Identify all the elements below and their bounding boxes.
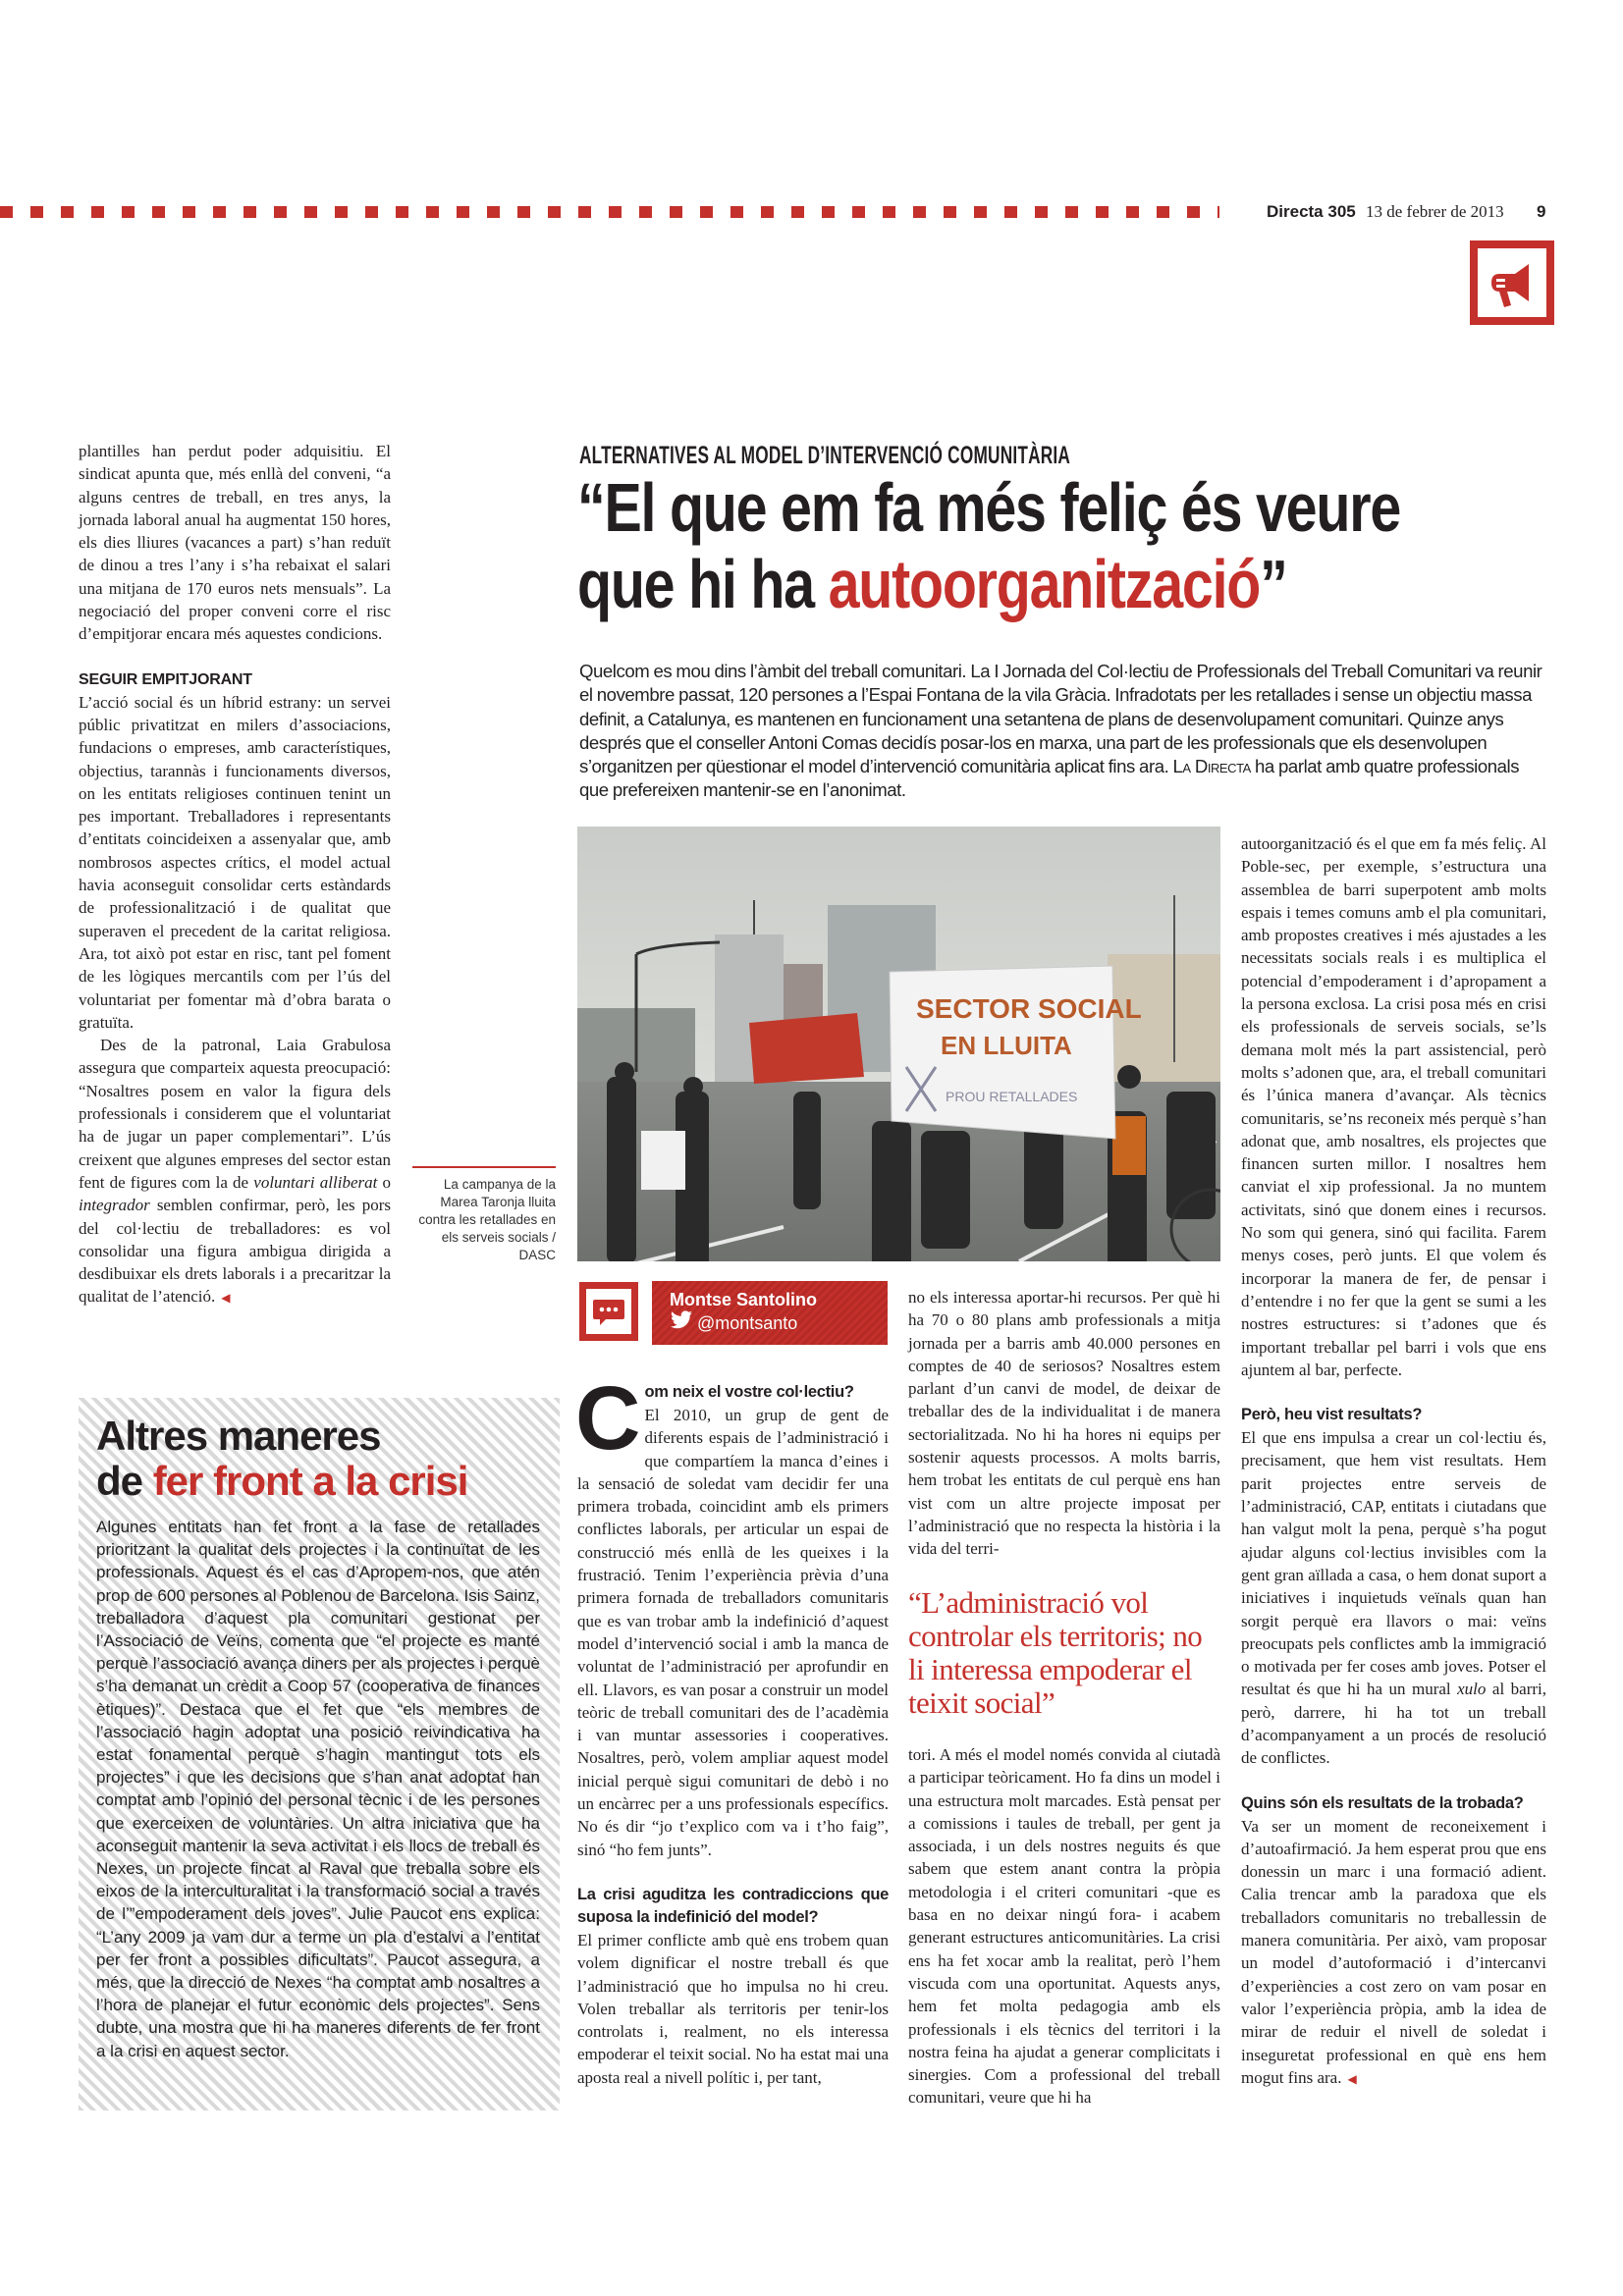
banner-text: SECTOR SOCIAL [916, 993, 1142, 1024]
sidebar-body: Algunes entitats han fet front a la fase de retallades prioritzant la qualitat dels projectes i la continuïtat de les professionals. Aquest és el cas d’Apropem-nos, que atén prop de 600 persones al Poblenou de Barcelona. Isis Sainz, treballadora d’aquest pla comunitari gestionat per l’Associació de Veïns, comenta que “el projecte es manté perquè l’associació avança diners per als projectes i perquè s’ha demanat un crèdit a Coop 57 (cooperativa de finances ètiques)”. Destaca que el fet que “els membres de l’associació hagin adoptat una posició reivindicativa ha estat fonamental perquè s’hagin mantingut tots els projectes” i que les decisions que s’han anat adoptat han comptat amb l’opinió del personal tècnic i de les persones que exerceixen de voluntàries. Un altra iniciativa que ha aconseguit mantenir la seva activitat i els llocs de treball és Nexes, un projecte fincat al Raval que treballa sobre els eixos de la interculturalitat i la transformació social a través de l’”empoderament dels joves”. Julie Paucot ens explica: “L’any 2009 ja vam dur a terme un pla d’estalvi a l’entitat per fer front a possibles dificultats”. Paucot assegura, a més, que la direcció de Nexes “ha comptat amb nosaltres a l’hora de planejar el futur econòmic dels projectes”. Sens dubte, una mostra que hi ha maneres diferents de fer front a la crisi en aquest sector. [96, 1518, 540, 2060]
end-mark-icon: ◀ [221, 1291, 231, 1306]
banner-text: EN LLUITA [941, 1031, 1072, 1060]
question-2: La crisi aguditza les contradiccions que suposa la indefinició del model? [577, 1885, 889, 1926]
page-number: 9 [1537, 202, 1546, 221]
italic-term: xulo [1457, 1680, 1487, 1699]
text-run: semblen confirmar, però, les pors del col·lectiu de treballadores: es vol consolidar una figura ambigua dirigida a desdibuixar els drets laborals i a precaritzar la qualitat de l’atenció. [79, 1196, 391, 1307]
issue-date: 13 de febrer de 2013 [1365, 202, 1504, 221]
megaphone-icon [1470, 240, 1554, 325]
end-mark-icon: ◀ [1347, 2071, 1357, 2086]
answer-text: autoorganització és el que em fa més feliç. Al Poble-sec, per exemple, s’estructura una assemblea de barri superpotent amb molts espais i temes comuns amb el pla comunitari, amb propostes creatives i més ajustades a les necessitats socials reals i es multiplica el potencial d’empoderament i d’apropament a la persona exclosa. La crisi posa més en crisi els professionals de serveis socials, se’ls demana molt més la part assistencial, però molts s’adonen que, ara, el treball comunitari és l’única manera d’avançar. Als tècnics comunitaris, se’ns reconeix més perquè s’han adonat que, amb nosaltres, els projectes que financen surten millor. I nosaltres hem canviat el xip professional. Ja no muntem activitats, sinó que donem eines i recursos. No som qui genera, sinó qui facilita. Farem menys coses, però junts. El que volem és incorporar la manera de fer, de pensar i d’entendre i no fer que la gent se sumi a les nostres estructures: si t’adones que és important treballar pel barri i vols que ens ajuntem al bar, perfecte. [1241, 834, 1546, 1379]
italic-term: voluntari alliberat [253, 1172, 378, 1192]
caption-rule [412, 1166, 556, 1168]
text-run: Des de la patronal, Laia Grabulosa assegura que comparteix aquesta preocupació: “Nosaltres posem en valor la figura dels professionals i considerem que el voluntariat ha de jugar un paper complementari”. L’ús creixent que algunes empreses del sector estan fent de figures com la de [79, 1036, 391, 1192]
masthead [1267, 202, 1546, 222]
question-4: Quins són els resultats de la trobada? [1241, 1793, 1524, 1812]
headline-line: “El que em fa més feliç és veure [577, 469, 1401, 546]
article-intro [579, 660, 1551, 803]
answer-text: no els interessa aportar-hi recursos. Per què hi ha 70 o 80 plans amb professionals a mitja jornada per a barris amb 40.000 persones en comptes de 40 de seriosos? Nosaltres estem parlant d’un canvi de model, de deixar de treballar des de la individualitat i de manera sectorialitzada. No hi ha hores ni equips per sostenir aquests processos. A molts barris, hem trobat les entitats de cul perquè ens han vist com un altre projecte imposat per l’administració que no respecta la història i la vida del terri- [908, 1288, 1220, 1559]
paragraph: L’acció social és un híbrid estrany: un servei públic privatitzat en milers d’associacions, fundacions o empreses, amb característiques, objectius, tarannàs i funcionaments diversos, on les entitats religioses continuen tenint un pes important. Treballadores i representants d’entitats coincideixen a assenyalar que, amb nombrosos aspectes crítics, el model actual havia aconseguit consolidar certs estàndards de professionalització i de qualitat que superaven el precedent de la caritat religiosa. Ara, tot això pot estar en risc, tant pel foment de les lògiques mercantils com per l’ús del voluntariat per fomentar mà d’obra barata o gratuïta. [79, 692, 391, 1032]
speech-bubble-icon [579, 1282, 638, 1341]
dashed-rule [0, 206, 1219, 218]
article-column-3-top [908, 1286, 1220, 1561]
sidebar-title-highlight: fer front a la crisi [152, 1458, 468, 1504]
answer-text [1241, 1426, 1546, 1769]
author-handle: @montsanto [697, 1313, 798, 1333]
brand-name: La Directa [1172, 756, 1251, 777]
kicker: ALTERNATIVES AL MODEL D’INTERVENCIÓ COMUNITÀRIA [579, 442, 1071, 469]
author-byline [652, 1281, 888, 1345]
answer-text: tori. A més el model només convida al ciutadà a participar teòricament. Ho fa dins un model i una estructura molt marcades. Està pensat per a comissions i taules de treball, per gent ja associada, i un dels nostres neguits és que sabem que estem anant contra la pròpia metodologia i el criteri comunitari -que es basa en no deixar ningú fora- i acabem generant estructures anticomunitàries. La crisi ens ha fet xocar amb la realitat, però l’hem viscuda com una oportunitat. Aquests anys, hem fet molta pedagogia amb els professionals i els tècnics del territori i la nostra feina ha ajudat a generar complicitats i sinergies. Com a professional del treball comunitari, veure que hi ha [908, 1745, 1220, 2108]
sidebar-title [96, 1414, 540, 1504]
italic-term: integrador [79, 1196, 150, 1215]
photo-caption: La campanya de la Marea Taronja lluita contra les retallades en els serveis socials / DASC [418, 1177, 556, 1262]
sidebar-box [79, 1398, 560, 2110]
text-run: Quelcom es mou dins l’àmbit del treball comunitari. La I Jornada del Col·lectiu de Professionals del Treball Comunitari va reunir el novembre passat, 120 persones a l’Espai Fontana de la vila Gràcia. Infradotats per les retallades i sense un objectiu massa definit, a Catalunya, es mantenen en funcionament una setantena de plans de desenvolupament comunitari. Quinze anys després que el conseller Antoni Comas decidís posar-los en marxa, una part de les professionals que els desenvolupen s’organitzen per qüestionar el model d’intervenció comunitària aplicat fins ara. [579, 661, 1542, 777]
headline-highlight: autoorganització [828, 546, 1261, 622]
answer-text [1241, 1815, 1546, 2092]
question-3: Però, heu vist resultats? [1241, 1406, 1423, 1424]
protest-photo [577, 827, 1220, 1261]
text-run: Va ser un moment de reconeixement i d’autoafirmació. Ja hem esperat prou que ens donessin un marc i una formació adient. Calia trencar amb la paradoxa que els treballadors comunitaris no treballessin de manera comunitària. Per això, vam proposar un model d’autoformació i d’intercanvi d’experiències a cost zero on vam posar en valor l’experiència pròpia, amb la idea de mirar de reduir el nivell de soledat i inseguretat professional en què ens hem mogut fins ara. [1241, 1816, 1546, 2087]
answer-text: El 2010, un grup de gent de diferents espais de l’administració i que compartíem la manca d’eines i la sensació de soledat vam decidir fer una primera trobada, coincidint amb els primers conflictes laborals, per articular un espai de construcció més enllà de les queixes i la frustració. Tenim l’experiència prèvia d’una primera fornada de treballadors comunitaris que es van trobar amb la indefinició d’aquest model d’intervenció social i amb la manca de voluntat de l’administració per aprofundir en ell. Llavors, es van posar a construir un model teòric de treball comunitari des de l’acadèmia i van muntar assessories i cooperatives. Nosaltres, però, volem ampliar aquest model inicial perquè sigui comunitari de debò i no un encàrrec per a uns professionals específics. No és dir “jo t’explico com va i t’ho faig”, sinó “ho fem junts”. [577, 1406, 889, 1859]
sidebar-title-line [96, 1459, 540, 1504]
banner-text: PROU RETALLADES [946, 1089, 1078, 1104]
question-text: om neix el vostre col·lectiu? [644, 1383, 854, 1401]
paragraph [79, 1034, 391, 1310]
pull-quote: “L’administració vol controlar els territoris; no li interessa empoderar el teixit social” [908, 1585, 1203, 1720]
sidebar-title-line: Altres maneres [96, 1413, 381, 1459]
text-run: al barri, però, darrere, hi ha tot un treball d’acompanyament a un procés de resolució de conflictes. [1241, 1680, 1547, 1768]
publication-name: Directa 305 [1267, 202, 1356, 221]
question-1 [575, 1368, 889, 1861]
text-run: ” [1260, 546, 1287, 622]
article-column-2 [575, 1368, 889, 2089]
author-twitter[interactable] [670, 1310, 888, 1336]
text-run: o [377, 1172, 392, 1192]
text-run: El que ens impulsa a crear un col·lectiu és, precisament, que hem vist resultats. Hem parit projectes entre serveis de l’administració, CAP, entitats i ciutadans que han valgut molt la pena, perquè s’ha pogut ajudar alguns col·lectius invisibles com la gent gran aïllada a casa, o hem donat suport a iniciatives i inquietuds veïnals quan han sorgit perquè era llavors o mai: veïns preocupats pels conflictes amb la immigració o motivada per fer coses amb joves. Potser el resultat és que hi ha un mural [1241, 1428, 1546, 1699]
article-column-4 [1241, 832, 1546, 2091]
headline [577, 469, 1400, 622]
paragraph: plantilles han perdut poder adquisitiu. El sindicat apunta que, més enllà del conveni, “a alguns centres de treball, en tres anys, la jornada laboral anual ha augmentat 150 hores, els dies lliures (vacances a part) s’han reduït de dinou a tres l’any i s’ha rebaixat el salari una mitjana de 170 euros nets mensuals”. La negociació del proper conveni corre el risc d’empitjorar encara més aquestes condicions. [79, 442, 391, 644]
article-column-3-bottom [908, 1743, 1220, 2109]
answer-text: El primer conflicte amb què ens trobem quan volem dignificar el nostre treball és que l’administració que ho impulsa no hi creu. Volen treballar als territoris per tenir-los controlats i, realment, no els interessa empoderar el teixit social. No ha estat mai una aposta real a nivell polític i, per tant, [577, 1930, 889, 2087]
twitter-bird-icon [670, 1310, 693, 1336]
author-name: Montse Santolino [670, 1290, 817, 1309]
drop-cap: C [575, 1368, 641, 1468]
left-column-article [79, 440, 391, 1310]
text-run: de [96, 1458, 153, 1504]
subheading: SEGUIR EMPITJORANT [79, 670, 252, 688]
text-run: que hi ha [577, 546, 829, 622]
text-run: ha parlat amb quatre professionals que prefereixen mantenir-se en l’anonimat. [579, 756, 1520, 801]
headline-line [577, 546, 1400, 622]
